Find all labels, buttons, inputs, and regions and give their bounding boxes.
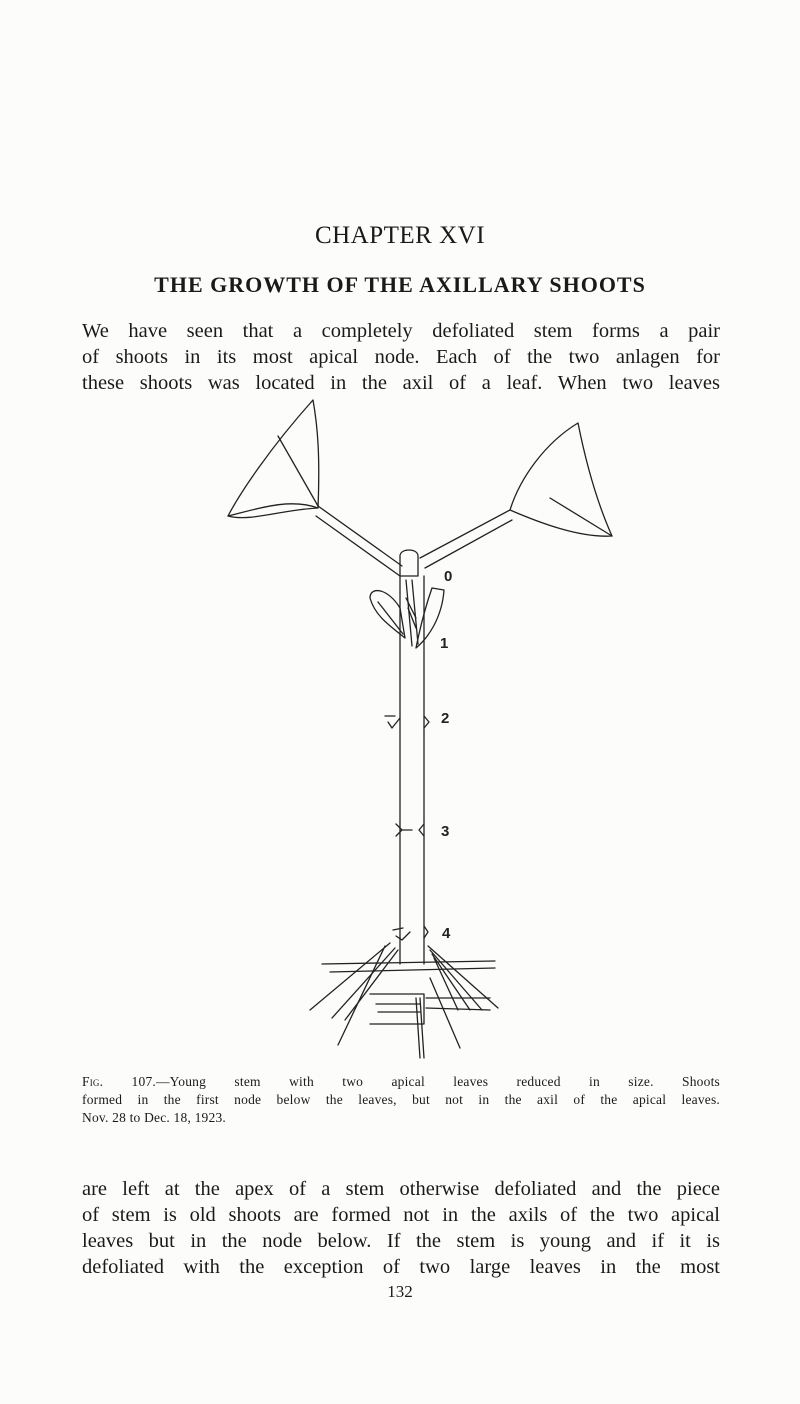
chapter-heading: CHAPTER XVI (314, 222, 486, 249)
right-leaf-midrib (550, 498, 612, 536)
root-center-2 (416, 998, 420, 1058)
figure-caption (82, 1073, 720, 1127)
root-right-2 (430, 950, 482, 1010)
node-3-scar (396, 824, 412, 836)
base-box-lines (376, 1004, 420, 1012)
base-platform (322, 961, 495, 964)
paragraph-2 (82, 1176, 720, 1280)
paragraph-line: these shoots was located in the axil of a leaf. When two leaves (82, 372, 720, 394)
caption-text: —Young stem with two apical leaves reduced in size. Shoots (155, 1074, 720, 1089)
left-apical-leaf (228, 400, 319, 516)
node-label-0: 0 (444, 568, 453, 585)
right-petiole (420, 510, 510, 558)
figure-label: Fig. 107. (82, 1074, 156, 1089)
paragraph-line: leaves but in the node below. If the stem is young and if it is (82, 1230, 720, 1252)
root-right-4 (434, 958, 458, 1010)
paragraph-line: of shoots in its most apical node. Each of the two anlagen for (82, 346, 720, 368)
caption-line-2: formed in the first node below the leaves, but not in the axil of the apical leaves. (82, 1092, 720, 1107)
apical-bud (400, 550, 418, 576)
root-left-4 (345, 950, 398, 1020)
node-label-4: 4 (442, 925, 451, 942)
left-petiole-lower (316, 516, 400, 576)
right-petiole-lower (425, 520, 512, 568)
root-left-2 (338, 946, 385, 1045)
node-label-2: 2 (441, 710, 450, 727)
node-2-scar-right (424, 716, 429, 728)
base-left-stub (400, 938, 424, 964)
chapter-title: THE GROWTH OF THE AXILLARY SHOOTS (154, 272, 646, 297)
paragraph-line: are left at the apex of a stem otherwise defoliated and the piece (82, 1178, 720, 1200)
node-4-scar (393, 928, 410, 940)
left-petiole (318, 506, 402, 566)
paragraph-line: of stem is old shoots are formed not in the axils of the two apical (82, 1204, 720, 1226)
caption-line-3: Nov. 28 to Dec. 18, 1923. (82, 1110, 226, 1125)
caption-line-1 (82, 1073, 720, 1091)
node-label-1: 1 (440, 635, 449, 652)
page-number: 132 (387, 1282, 413, 1301)
paragraph-line: We have seen that a completely defoliated stem forms a pair (82, 320, 720, 342)
node-label-3: 3 (441, 823, 450, 840)
left-leaf-midrib (278, 436, 318, 506)
node-3-scar-right (419, 824, 424, 836)
stem-figure (220, 398, 620, 1068)
paragraph-1 (82, 318, 720, 396)
right-apical-leaf (510, 423, 612, 536)
node-2-scar (385, 716, 400, 728)
base-platform-2 (330, 968, 495, 972)
node-1-inner-shoot (406, 580, 418, 646)
paragraph-line: defoliated with the exception of two large leaves in the most (82, 1256, 720, 1278)
